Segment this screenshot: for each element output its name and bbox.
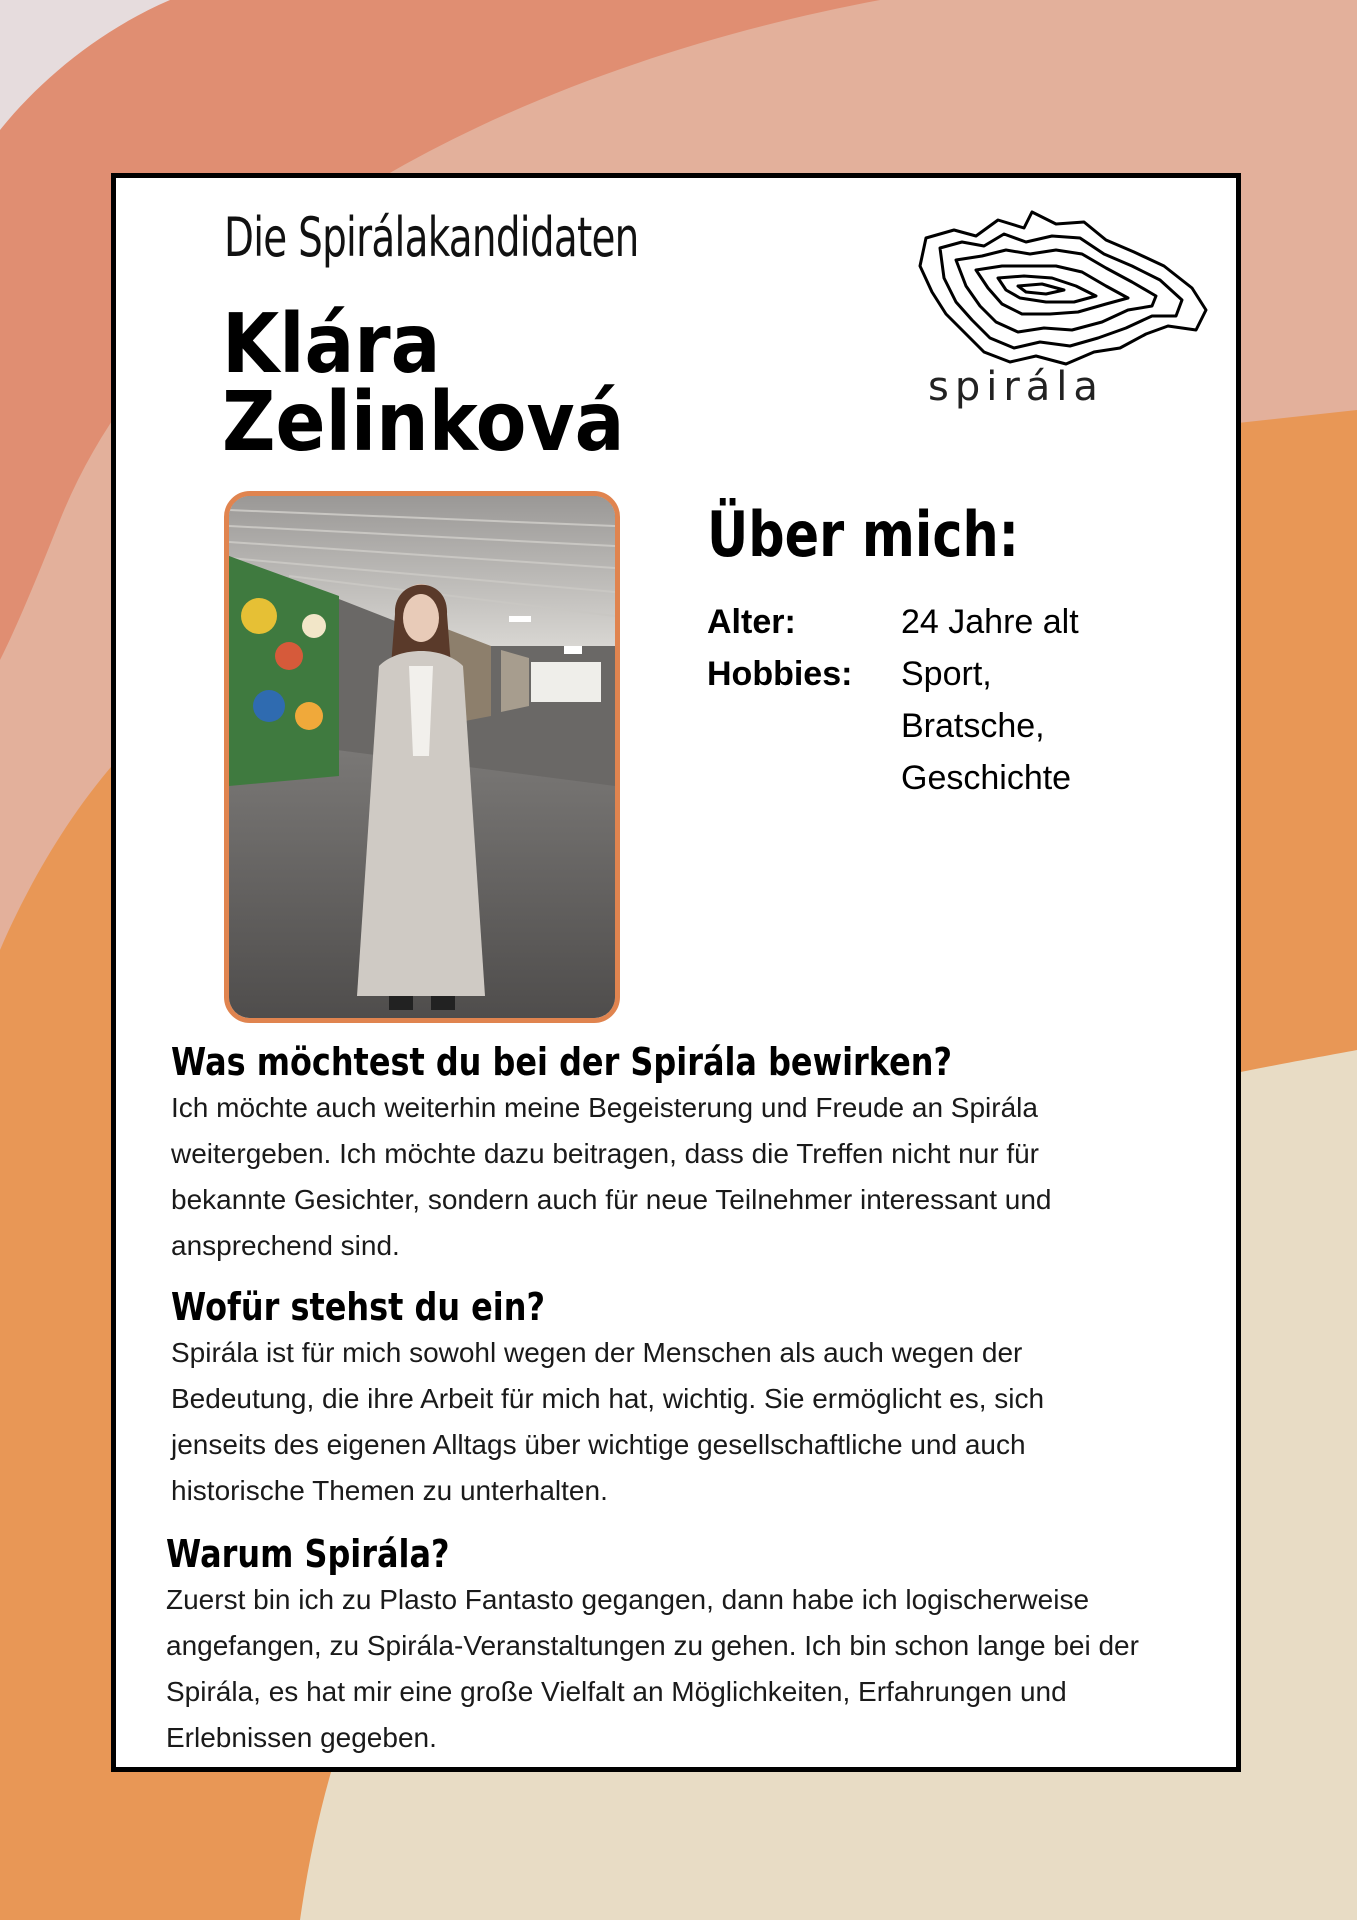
question-impact [171,1039,1101,1269]
portrait-photo [229,496,615,1018]
about-title: Über mich: [707,498,1019,571]
candidate-name [222,297,625,470]
answer-text: Zuerst bin ich zu Plasto Fantasto gegangen, dann habe ich logischerweise angefangen, zu Spirála-Veranstaltungen zu gehen. Ich bin schon lange bei der Spirála, es hat mir eine große Vielfalt an Möglichkeiten, Erfahrungen und Erlebnissen gegeben. [166,1584,1139,1753]
age-value: 24 Jahre alt [901,603,1079,641]
hobby-item: Bratsche, [901,707,1045,745]
age-row [707,596,1079,648]
question-title: Was möchtest du bei der Spirála bewirken? [171,1040,953,1084]
logo-wordmark: spirála [928,364,1104,410]
candidate-last-name: Zelinková [222,375,625,470]
candidate-first-name: Klára [222,297,441,392]
question-title: Warum Spirála? [166,1532,450,1576]
candidate-card [111,173,1241,1772]
hobby-item: Sport, [901,655,992,693]
hobby-item: Geschichte [901,759,1072,797]
question-why [166,1531,1139,1761]
czech-map-spiral-icon [920,212,1206,364]
hobbies-row [707,648,1079,804]
about-facts [707,596,1079,804]
age-label: Alter: [707,603,796,641]
hobbies-list [901,648,1071,804]
answer-text: Ich möchte auch weiterhin meine Begeisterung und Freude an Spirála weitergeben. Ich möchte dazu beitragen, dass die Treffen nicht nur für bekannte Gesichter, sondern auch für neue Teilnehmer interessant und ansprechend sind. [171,1092,1052,1261]
card-subtitle: Die Spirálakandidaten [224,206,639,269]
hobbies-label: Hobbies: [707,655,853,693]
question-values [171,1284,1044,1514]
candidate-photo [224,491,620,1023]
spirala-logo [906,206,1216,416]
answer-text: Spirála ist für mich sowohl wegen der Menschen als auch wegen der Bedeutung, die ihre Arbeit für mich hat, wichtig. Sie ermöglicht es, sich jenseits des eigenen Alltags über wichtige gesellschaftliche und auch historische Themen zu unterhalten. [171,1337,1045,1506]
question-title: Wofür stehst du ein? [171,1285,545,1329]
